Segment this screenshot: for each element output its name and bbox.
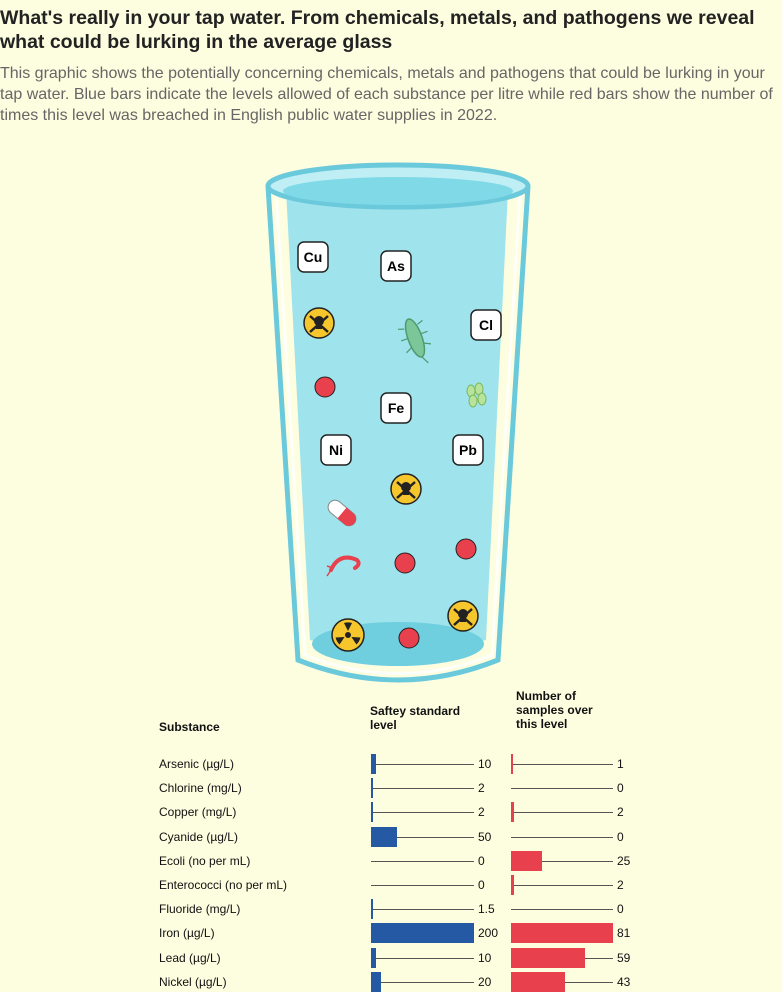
standard-baseline: [371, 812, 474, 813]
particle-icon: [395, 553, 415, 573]
substance-label: Enterococci (no per mL): [159, 878, 288, 892]
standard-value-label: 20: [478, 974, 492, 989]
substance-table: [0, 680, 782, 989]
samples-value-label: 1: [617, 757, 624, 771]
standard-baseline: [371, 861, 474, 862]
samples-value-label: 0: [617, 781, 624, 796]
svg-text:As: As: [387, 258, 405, 274]
substance-label: Copper (mg/L): [159, 805, 237, 820]
samples-baseline: [511, 885, 613, 886]
samples-bar: [511, 948, 585, 968]
standard-baseline: [371, 982, 474, 983]
lead-label: [453, 435, 483, 465]
svg-text:Fe: Fe: [387, 400, 405, 416]
chlorine-label: [471, 310, 501, 340]
samples-value-label: 2: [617, 805, 624, 820]
standard-baseline: [371, 788, 474, 789]
standard-baseline: [371, 764, 474, 765]
samples-bar: [511, 972, 565, 992]
standard-bar: [371, 754, 376, 774]
samples-bar: [511, 923, 613, 943]
standard-value-label: 50: [478, 829, 492, 844]
standard-bar: [371, 827, 397, 847]
samples-value-label: 81: [617, 926, 631, 941]
standard-baseline: [371, 958, 474, 959]
standard-value-label: 1.5: [478, 902, 495, 917]
page-subtitle: This graphic shows the potentially concerning chemicals, metals and pathogens that could be lurking in your tap water. Blue bars indicate the levels allowed of each substance per litre while red bars show the number of times this level was breached in English public water supplies in 2022.: [0, 65, 773, 124]
samples-baseline: [511, 812, 613, 813]
particle-icon: [399, 628, 419, 648]
svg-text:Pb: Pb: [459, 442, 477, 458]
samples-value-label: 59: [617, 950, 631, 965]
particle-icon: [456, 539, 476, 559]
standard-bar: [371, 802, 373, 822]
radiation-icon: [332, 619, 364, 651]
samples-value-label: 0: [617, 902, 624, 917]
iron-label: [381, 393, 411, 423]
nickel-label: [321, 435, 351, 465]
samples-baseline: [511, 788, 613, 789]
substance-label: Fluoride (mg/L): [159, 902, 241, 917]
samples-baseline: [511, 764, 613, 765]
standard-value-label: 2: [478, 781, 485, 796]
standard-value-label: 0: [478, 853, 485, 868]
standard-bar: [371, 948, 376, 968]
samples-bar: [511, 851, 542, 871]
standard-value-label: 2: [478, 805, 485, 820]
samples-bar: [511, 802, 514, 822]
standard-value-label: 10: [478, 950, 492, 965]
standard-baseline: [371, 885, 474, 886]
substance-label: Arsenic (µg/L): [159, 757, 234, 771]
standard-bar: [371, 778, 373, 798]
samples-bar: [511, 754, 513, 774]
substance-label: Cyanide (µg/L): [159, 829, 238, 844]
svg-text:Cu: Cu: [303, 249, 323, 265]
glass-illustration: [250, 160, 540, 700]
samples-baseline: [511, 909, 613, 910]
samples-value-label: 43: [617, 974, 631, 989]
skull-icon: [391, 474, 421, 504]
substance-label: Nickel (µg/L): [159, 974, 227, 989]
standard-value-label: 0: [478, 878, 485, 892]
col-standard-header: Saftey standard level: [370, 704, 461, 732]
samples-baseline: [511, 837, 613, 838]
samples-value-label: 2: [617, 878, 624, 892]
svg-text:Cl: Cl: [479, 317, 493, 333]
standard-value-label: 10: [478, 757, 492, 771]
samples-value-label: 0: [617, 829, 624, 844]
standard-bar: [371, 899, 373, 919]
skull-icon: [448, 601, 478, 631]
particle-icon: [315, 377, 335, 397]
substance-label: Chlorine (mg/L): [159, 781, 242, 796]
substance-label: Ecoli (no per mL): [159, 853, 251, 868]
arsenic-label: [381, 251, 411, 281]
col-substance-header: Substance: [159, 720, 220, 734]
samples-bar: [511, 875, 514, 895]
svg-text:Ni: Ni: [329, 442, 343, 458]
standard-baseline: [371, 909, 474, 910]
standard-bar: [371, 923, 474, 943]
copper-label: [298, 242, 328, 272]
samples-value-label: 25: [617, 853, 631, 868]
substance-label: Iron (µg/L): [159, 926, 215, 941]
standard-value-label: 200: [478, 926, 499, 941]
skull-icon: [304, 308, 334, 338]
col-samples-header: Number of samples over this level: [516, 689, 593, 731]
page-title: What's really in your tap water. From chemicals, metals, and pathogens we reveal what could be lurking in the average glass: [0, 7, 755, 53]
standard-bar: [371, 972, 381, 992]
substance-label: Lead (µg/L): [159, 950, 221, 965]
